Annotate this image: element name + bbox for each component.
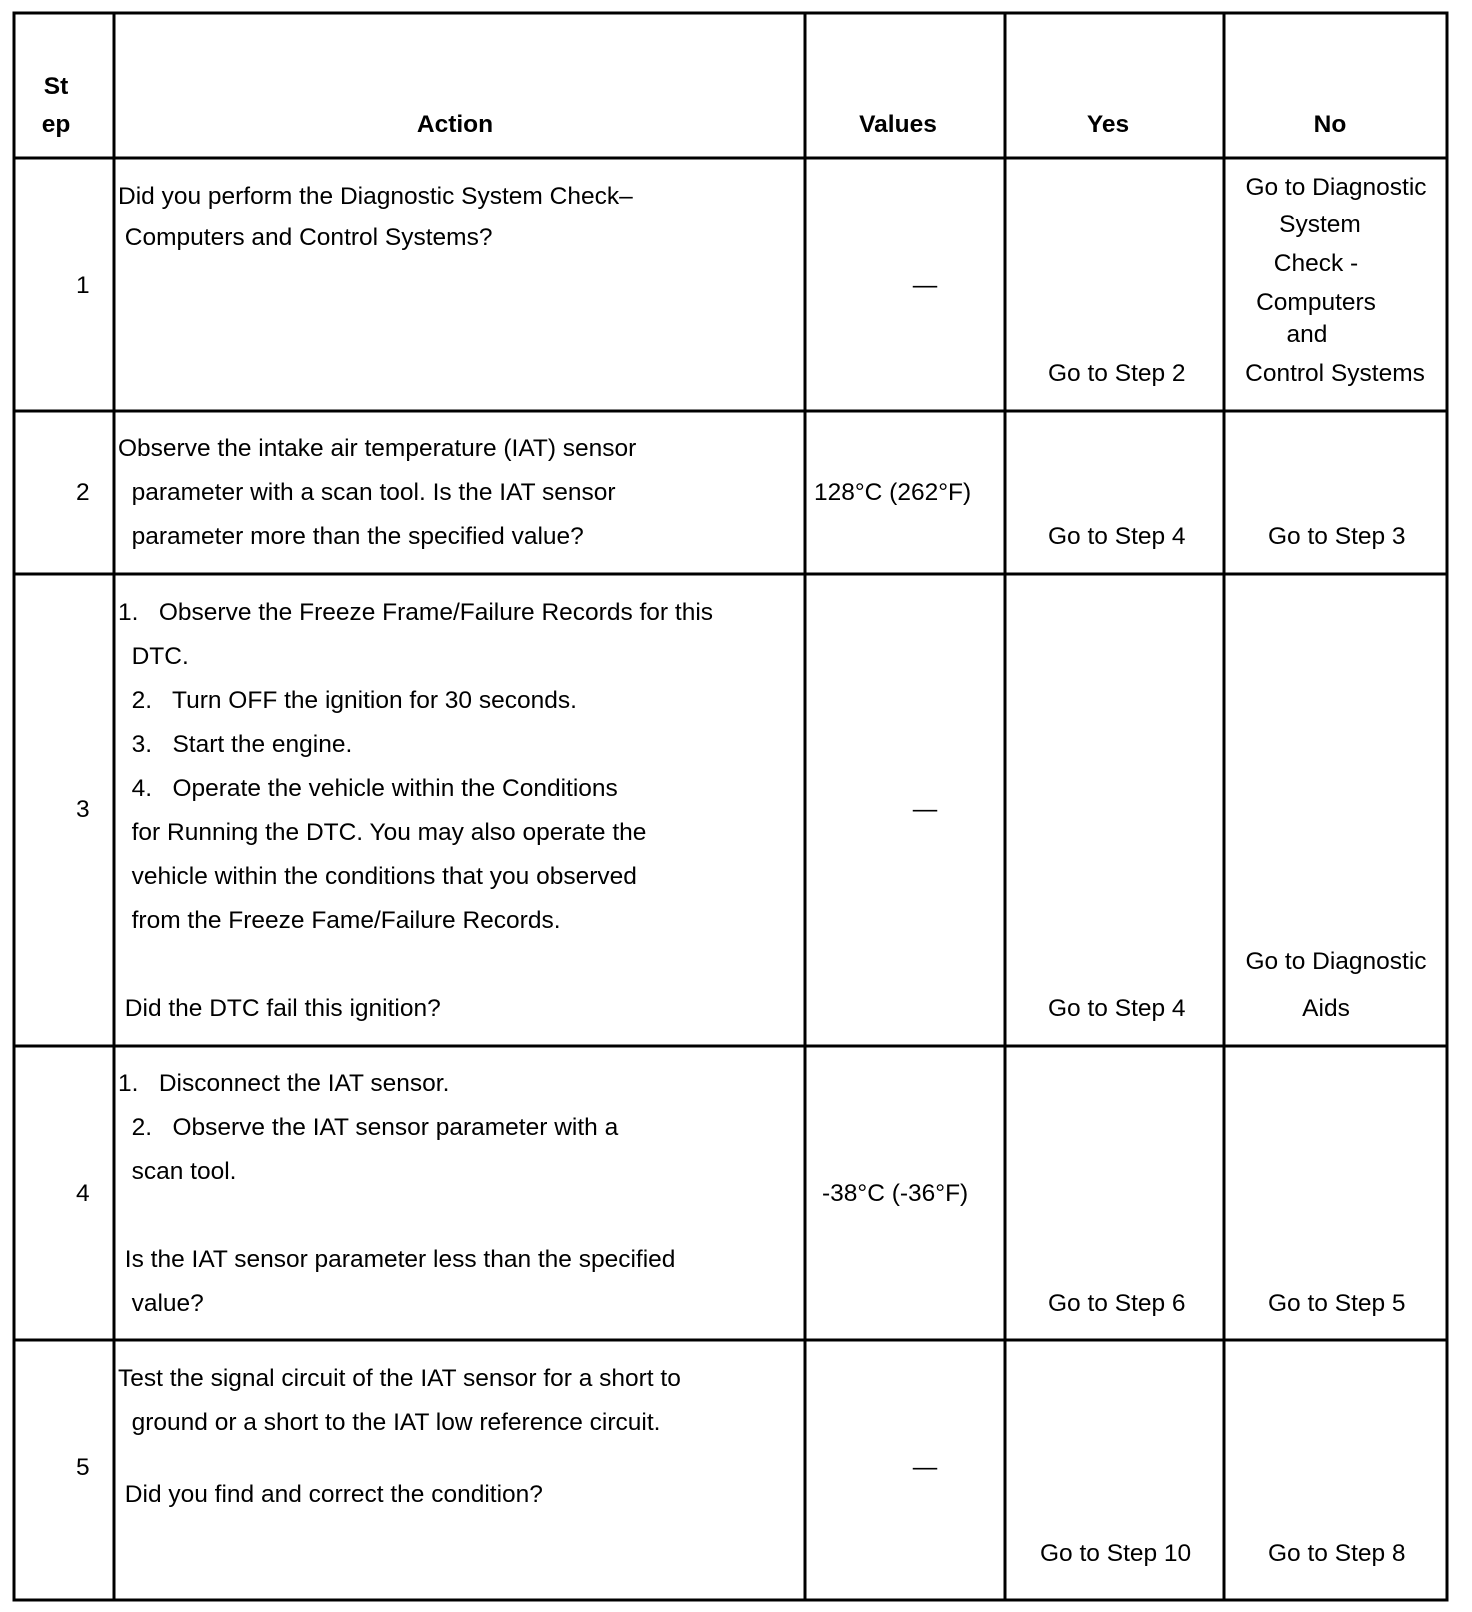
no-target: Computers [1256, 289, 1376, 316]
no-target: Go to Step 8 [1268, 1540, 1406, 1567]
header-step-line2: ep [41, 111, 71, 138]
no-target: Go to Step 3 [1268, 523, 1406, 550]
action-text: Did you find and correct the condition? [118, 1481, 543, 1508]
action-text: Did you perform the Diagnostic System Check– [118, 183, 633, 210]
no-target: Go to Diagnostic [1245, 174, 1427, 201]
step-number: 3 [76, 796, 90, 823]
action-text: Observe the intake air temperature (IAT) sensor [118, 435, 637, 462]
action-text: 4. Operate the vehicle within the Conditions [118, 775, 618, 802]
action-text: 2. Turn OFF the ignition for 30 seconds. [118, 687, 577, 714]
yes-target: Go to Step 2 [1048, 360, 1186, 387]
header-yes: Yes [1086, 111, 1130, 138]
value-text: 128°C (262°F) [814, 479, 972, 506]
value-text: — [912, 1454, 938, 1481]
action-text: 3. Start the engine. [118, 731, 353, 758]
header-values: Values [859, 111, 937, 138]
no-target: Check - [1273, 250, 1359, 277]
no-target: Control Systems [1245, 360, 1425, 387]
no-target: System [1279, 211, 1361, 238]
action-text: ground or a short to the IAT low reference circuit. [118, 1409, 661, 1436]
yes-target: Go to Step 6 [1048, 1290, 1186, 1317]
action-text: Computers and Control Systems? [118, 224, 493, 251]
no-target: and [1286, 321, 1328, 348]
action-text: for Running the DTC. You may also operate the [118, 819, 647, 846]
action-text: Did the DTC fail this ignition? [118, 995, 441, 1022]
action-text: value? [118, 1290, 204, 1317]
value-text: — [912, 796, 938, 823]
action-text: scan tool. [118, 1158, 237, 1185]
value-text: — [912, 272, 938, 299]
action-text: parameter more than the specified value? [118, 523, 584, 550]
header-step-line1: St [43, 73, 69, 100]
step-number: 2 [76, 479, 90, 506]
action-text: from the Freeze Fame/Failure Records. [118, 907, 561, 934]
no-target: Go to Diagnostic [1245, 948, 1427, 975]
action-text: Test the signal circuit of the IAT sensor for a short to [118, 1365, 681, 1392]
no-target: Aids [1302, 995, 1350, 1022]
yes-target: Go to Step 10 [1040, 1540, 1192, 1567]
action-text: Is the IAT sensor parameter less than the specified [118, 1246, 676, 1273]
action-text: vehicle within the conditions that you observed [118, 863, 637, 890]
step-number: 4 [76, 1180, 90, 1207]
action-text: parameter with a scan tool. Is the IAT sensor [118, 479, 616, 506]
header-action: Action [416, 111, 494, 138]
yes-target: Go to Step 4 [1048, 995, 1186, 1022]
action-text: 1. Observe the Freeze Frame/Failure Records for this [118, 599, 714, 626]
step-number: 1 [76, 272, 90, 299]
action-text: 1. Disconnect the IAT sensor. [118, 1070, 450, 1097]
no-target: Go to Step 5 [1268, 1290, 1406, 1317]
yes-target: Go to Step 4 [1048, 523, 1186, 550]
value-text: -38°C (-36°F) [822, 1180, 969, 1207]
header-no: No [1313, 111, 1347, 138]
action-text: DTC. [118, 643, 189, 670]
step-number: 5 [76, 1454, 90, 1481]
action-text: 2. Observe the IAT sensor parameter with a [118, 1114, 619, 1141]
